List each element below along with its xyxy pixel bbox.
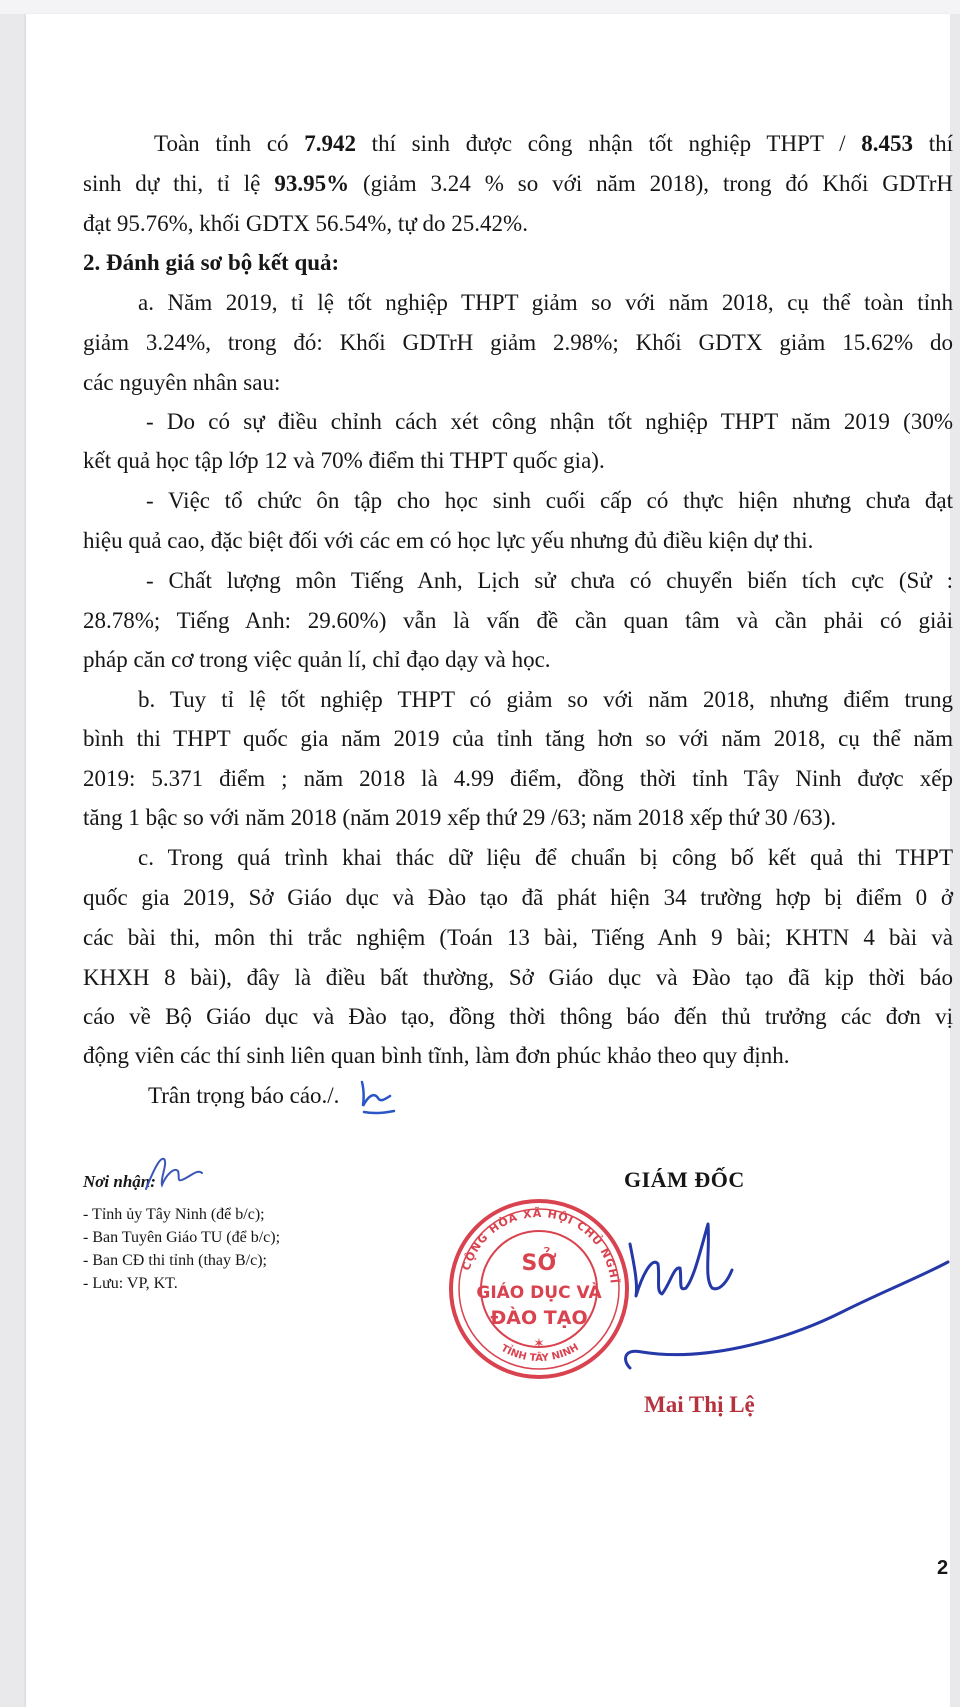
recipient-item: - Ban Tuyên Giáo TU (để b/c); (83, 1229, 281, 1246)
page-number: 2 (937, 1557, 949, 1579)
signer-position: GIÁM ĐỐC (624, 1167, 745, 1192)
text: sinh dự thi, tỉ lệ (83, 171, 275, 196)
document-page (26, 14, 953, 1707)
para-c-line-6: động viên các thí sinh liên quan bình tĩnh, làm đơn phúc khảo theo quy định. (83, 1043, 790, 1068)
para-a-line-3: các nguyên nhân sau: (83, 370, 281, 395)
graduation-rate: 93.95% (274, 171, 350, 196)
para-c-line-5: cáo về Bộ Giáo dục và Đào tạo, đồng thời thông báo đến thủ trưởng các đơn vị (83, 1004, 953, 1029)
bullet-1-line-2: kết quả học tập lớp 12 và 70% điểm thi THPT quốc gia). (83, 448, 605, 473)
svg-text:SỞ: SỞ (521, 1251, 557, 1276)
para-c-line-2: quốc gia 2019, Sở Giáo dục và Đào tạo đã phát hiện 34 trường hợp bị điểm 0 ở (83, 885, 953, 910)
svg-text:TỈNH TÂY NINH: TỈNH TÂY NINH (498, 1341, 581, 1365)
text: (giảm 3.24 % so với năm 2018), trong đó Khối GDTrH (349, 171, 953, 196)
bullet-3-line-2: 28.78%; Tiếng Anh: 29.60%) vẫn là vấn đề cần quan tâm và cần phải có giải (83, 608, 953, 633)
initials-mark-icon (356, 1074, 406, 1122)
svg-text:ĐÀO TẠO: ĐÀO TẠO (490, 1307, 588, 1329)
section-heading: 2. Đánh giá sơ bộ kết quả: (83, 250, 340, 275)
text: Toàn tỉnh có (154, 131, 305, 156)
recipient-item: - Tỉnh ủy Tây Ninh (để b/c); (83, 1206, 265, 1223)
bullet-2-line-1: - Việc tổ chức ôn tập cho học sinh cuối cấp có thực hiện nhưng chưa đạt (146, 488, 953, 513)
para-b-line-4: tăng 1 bậc so với năm 2018 (năm 2019 xếp thứ 29 /63; năm 2018 xếp thứ 30 /63). (83, 805, 837, 830)
recipients-title: Nơi nhận: (83, 1172, 156, 1191)
recipient-initials-icon (136, 1149, 216, 1199)
total-candidates: 8.453 (861, 131, 914, 156)
para-a-line-1: a. Năm 2019, tỉ lệ tốt nghiệp THPT giảm so với năm 2018, cụ thể toàn tỉnh (138, 290, 953, 315)
para-c-line-3: các bài thi, môn thi trắc nghiệm (Toán 13 bài, Tiếng Anh 9 bài; KHTN 4 bài và (83, 925, 953, 950)
para-b-line-3: 2019: 5.371 điểm ; năm 2018 là 4.99 điểm, đồng thời tỉnh Tây Ninh được xếp (83, 766, 953, 791)
paragraph-1-line-2 (83, 169, 953, 199)
svg-text:✶: ✶ (533, 1336, 545, 1352)
paragraph-1-line-1 (83, 129, 953, 159)
para-c-line-1: c. Trong quá trình khai thác dữ liệu để chuẩn bị công bố kết quả thi THPT (138, 845, 953, 870)
svg-text:GIÁO DỤC VÀ: GIÁO DỤC VÀ (476, 1283, 602, 1303)
recipient-item: - Lưu: VP, KT. (83, 1275, 178, 1292)
text: thí sinh được công nhận tốt nghiệp THPT / (355, 131, 862, 156)
signer-name: Mai Thị Lệ (644, 1392, 755, 1417)
handwritten-signature (612, 1192, 950, 1392)
para-b-line-1: b. Tuy tỉ lệ tốt nghiệp THPT có giảm so với năm 2018, nhưng điểm trung (138, 687, 953, 712)
svg-text:CỘNG HÒA XÃ HỘI CHỦ NGHĨA VIỆT: CỘNG HÒA XÃ HỘI CHỦ NGHĨA VIỆT NAM (438, 1184, 621, 1285)
paragraph-1-line-3: đạt 95.76%, khối GDTX 56.54%, tự do 25.42%. (83, 211, 528, 236)
bullet-2-line-2: hiệu quả cao, đặc biệt đối với các em có học lực yếu nhưng đủ điều kiện dự thi. (83, 528, 814, 553)
viewer-top-bar (0, 0, 960, 14)
text: thí (913, 131, 953, 156)
official-seal-stamp (438, 1184, 634, 1384)
bullet-1-line-1: - Do có sự điều chỉnh cách xét công nhận tốt nghiệp THPT năm 2019 (30% (146, 409, 953, 434)
closing-text: Trân trọng báo cáo./. (148, 1083, 340, 1108)
bullet-3-line-1: - Chất lượng môn Tiếng Anh, Lịch sử chưa có chuyển biến tích cực (Sử : (146, 568, 953, 593)
para-c-line-4: KHXH 8 bài), đây là điều bất thường, Sở Giáo dục và Đào tạo đã kịp thời báo (83, 965, 953, 990)
para-b-line-2: bình thi THPT quốc gia năm 2019 của tỉnh tăng hơn so với năm 2018, cụ thể năm (83, 726, 953, 751)
para-a-line-2: giảm 3.24%, trong đó: Khối GDTrH giảm 2.98%; Khối GDTX giảm 15.62% do (83, 330, 953, 355)
recipient-item: - Ban CĐ thi tỉnh (thay B/c); (83, 1252, 267, 1269)
candidate-count: 7.942 (304, 131, 356, 156)
bullet-3-line-3: pháp căn cơ trong việc quản lí, chỉ đạo dạy và học. (83, 647, 551, 672)
